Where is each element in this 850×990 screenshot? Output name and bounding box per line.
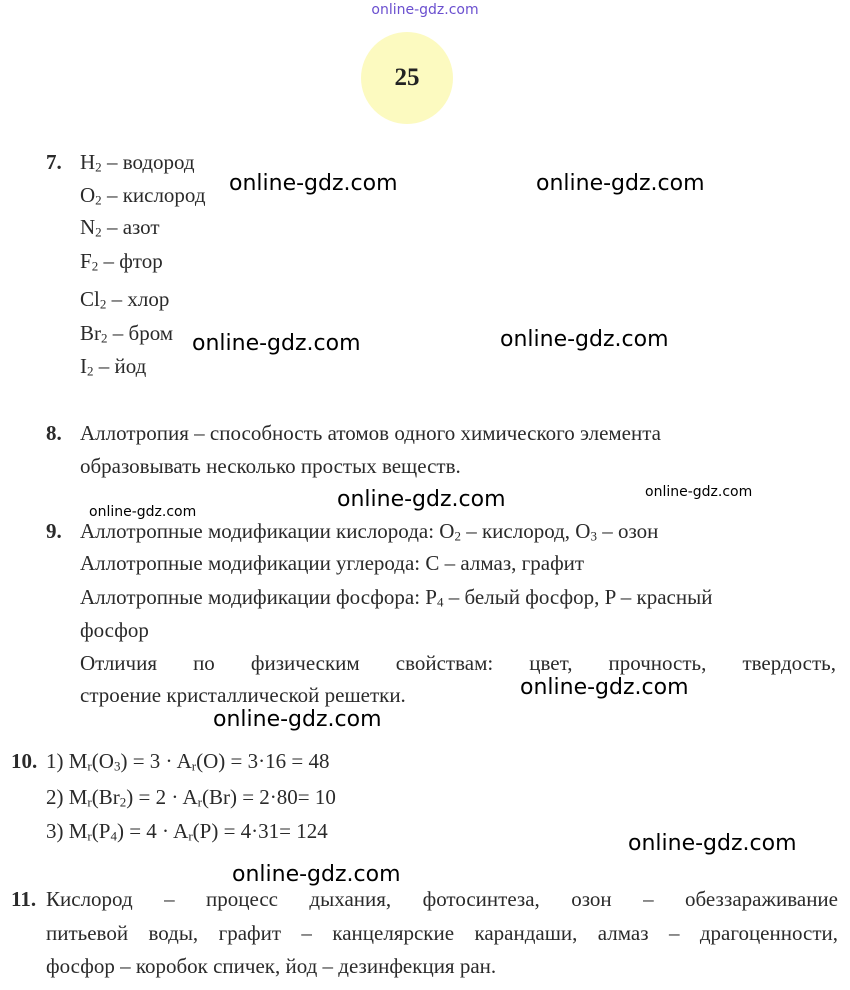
q7-item-bromine: $Br_2$ – бром — [80, 321, 174, 346]
watermark: online-gdz.com — [500, 327, 669, 352]
question-10-number: 10. — [11, 749, 38, 773]
watermark: online-gdz.com — [536, 171, 705, 196]
q8-text-line-1: Аллотропия – способность атомов одного химического элемента — [80, 421, 661, 445]
q7-item-chlorine: $Cl_2$ – хлор — [80, 287, 170, 312]
page-number: 25 — [394, 64, 420, 91]
q10-formula-3: 3) $M_r(P_4) = 4 \cdot A_r(P) = 4\cdot 31= 124$ — [46, 819, 328, 844]
question-9-number: 9. — [46, 519, 62, 543]
q7-item-iodine: $I_2$ – йод — [80, 354, 147, 379]
q7-item-nitrogen: $N_2$ – азот — [80, 215, 160, 240]
question-8-number: 8. — [46, 421, 62, 445]
q11-text-line-3: фосфор – коробок спичек, йод – дезинфекция ран. — [46, 954, 497, 978]
q9-carbon-line: Аллотропные модификации углерода: С – алмаз, графит — [80, 551, 585, 575]
q9-oxygen-line: Аллотропные модификации кислорода: $O_2$ – кислород, $O_3$ – озон — [80, 519, 659, 544]
watermark: online-gdz.com — [232, 862, 401, 887]
q9-differences-line-1: Отличия по физическим свойствам: цвет, прочность, твердость, — [80, 651, 836, 675]
watermark: online-gdz.com — [520, 675, 689, 700]
watermark: online-gdz.com — [628, 831, 797, 856]
q7-item-fluorine: $F_2$ – фтор — [80, 249, 163, 274]
q10-formula-2: 2) $M_r(Br_2) = 2 \cdot A_r(Br) = 2\cdot 80= 10$ — [46, 785, 336, 810]
q7-item-oxygen: $O_2$ – кислород — [80, 183, 206, 208]
q10-formula-1: 1) $M_r(O_3) = 3 \cdot A_r(O) = 3\cdot 16 = 48$ — [46, 749, 330, 774]
q11-text-line-1: Кислород – процесс дыхания, фотосинтеза, озон – обеззараживание — [46, 887, 838, 911]
watermark: online-gdz.com — [229, 171, 398, 196]
page-number-badge — [361, 32, 453, 124]
q11-text-line-2: питьевой воды, графит – канцелярские карандаши, алмаз – драгоценности, — [46, 921, 838, 945]
watermark: online-gdz.com — [89, 504, 197, 520]
watermark: online-gdz.com — [337, 487, 506, 512]
q9-phosphorus-continued: фосфор — [80, 618, 149, 642]
q9-differences-line-2: строение кристаллической решетки. — [80, 683, 406, 707]
top-watermark: online-gdz.com — [371, 2, 479, 18]
q7-item-hydrogen: $H_2$ – водород — [80, 150, 195, 175]
watermark: online-gdz.com — [645, 484, 753, 500]
question-11-number: 11. — [11, 887, 37, 911]
q8-text-line-2: образовывать несколько простых веществ. — [80, 454, 461, 478]
q9-phosphorus-line: Аллотропные модификации фосфора: $P_4$ – белый фосфор, P – красный — [80, 585, 713, 610]
watermark: online-gdz.com — [213, 707, 382, 732]
watermark: online-gdz.com — [192, 331, 361, 356]
question-7-number: 7. — [46, 150, 62, 174]
